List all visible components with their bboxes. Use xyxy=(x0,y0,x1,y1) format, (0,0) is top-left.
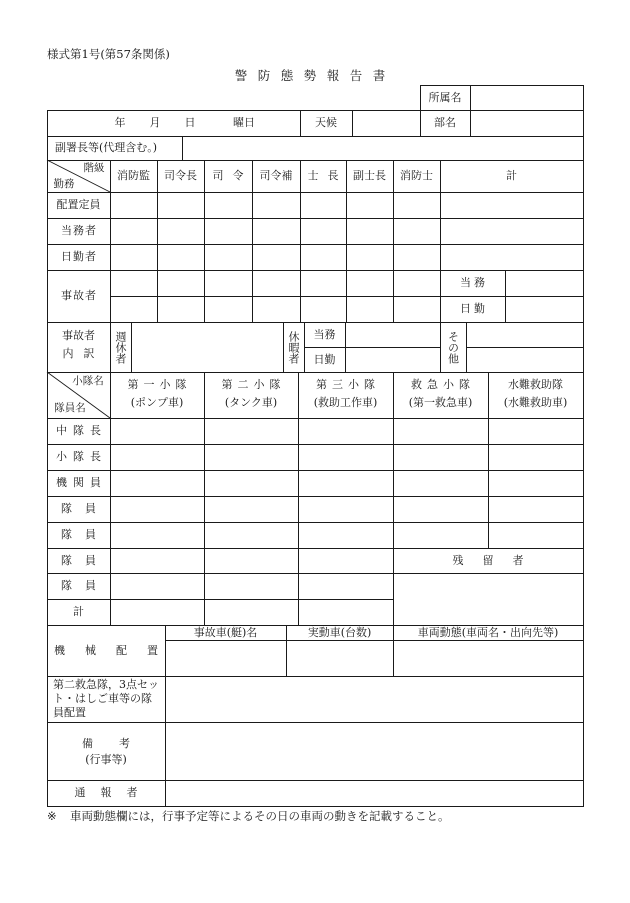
rank-header-3: 司令補 xyxy=(259,169,293,183)
other-label: その他 xyxy=(446,330,460,364)
squad-name-3: 救急小隊 xyxy=(411,377,475,391)
form-title: 警防態勢報告書 xyxy=(234,67,396,83)
weather-label: 天候 xyxy=(315,116,337,130)
rank-count-cell xyxy=(300,192,346,218)
machinery-column-movement: 車両動態(車両名・出向先等) xyxy=(417,625,559,639)
squad-member-cell xyxy=(393,444,488,470)
rank-count-cell xyxy=(110,192,157,218)
active-vehicle-value-field xyxy=(286,640,393,676)
date-weekday-label: 曜日 xyxy=(233,116,255,130)
reporter-value-field xyxy=(165,780,583,806)
machinery-label: 機械配置 xyxy=(54,643,178,657)
rank-header-5: 副士長 xyxy=(353,169,386,183)
squad-member-cell xyxy=(488,496,583,522)
squad-member-cell xyxy=(110,444,204,470)
squad-row-label-7: 計 xyxy=(73,605,84,619)
rank-total-cell xyxy=(440,244,583,270)
squad-member-cell xyxy=(204,573,298,599)
leave-on-duty-label: 当務 xyxy=(313,327,336,341)
rank-header-0: 消防監 xyxy=(117,169,150,183)
rank-count-cell xyxy=(300,218,346,244)
squad-row-label-5: 隊員 xyxy=(61,553,109,567)
second-ambulance-label: 第二救急隊，3点セット・はしご車等の隊員配置 xyxy=(53,677,159,720)
squad-name-0: 第一小隊 xyxy=(127,377,192,391)
squad-member-cell xyxy=(488,522,583,548)
squad-member-cell xyxy=(110,599,204,625)
remarks-value-field xyxy=(165,722,583,780)
squad-vehicle-4: (水難救助車) xyxy=(503,395,568,409)
remarks-sublabel: (行事等) xyxy=(85,753,127,767)
accident-row-label: 事故者 xyxy=(61,289,97,303)
rank-count-cell xyxy=(157,296,204,322)
rank-count-cell xyxy=(300,296,346,322)
rank-total-cell xyxy=(440,218,583,244)
department-value-field xyxy=(470,110,583,136)
note-text: 車両動態欄には，行事予定等によるその日の車両の動きを記載すること。 xyxy=(70,809,450,824)
rank-count-cell xyxy=(252,296,300,322)
squad-member-cell xyxy=(298,418,393,444)
squad-member-cell xyxy=(393,470,488,496)
weekly-off-label: 週休者 xyxy=(114,330,127,364)
squad-member-cell xyxy=(110,496,204,522)
leave-count-cell xyxy=(345,322,440,347)
date-month-label: 月 xyxy=(149,116,161,130)
squad-member-cell xyxy=(204,418,298,444)
rank-count-cell xyxy=(204,218,252,244)
squad-member-cell xyxy=(298,599,393,625)
leave-label: 休暇者 xyxy=(287,330,300,364)
squad-member-cell xyxy=(488,418,583,444)
vehicle-movement-value-field xyxy=(393,640,583,676)
squad-vehicle-3: (第一救急車) xyxy=(408,395,473,409)
rank-count-cell xyxy=(204,296,252,322)
squad-vehicle-0: (ポンプ車) xyxy=(130,395,184,409)
machinery-column-accident: 事故車(艇)名 xyxy=(193,625,258,639)
rank-count-cell xyxy=(157,244,204,270)
squad-member-cell xyxy=(110,470,204,496)
squad-member-cell xyxy=(204,496,298,522)
reporter-label: 通報者 xyxy=(74,786,153,800)
rank-count-cell xyxy=(157,218,204,244)
remarks-label: 備考 xyxy=(82,737,156,751)
squad-row-label-1: 小隊長 xyxy=(56,450,107,464)
rank-count-cell xyxy=(110,296,157,322)
rank-count-cell xyxy=(252,270,300,296)
squad-member-cell xyxy=(298,470,393,496)
note-mark: ※ xyxy=(47,809,57,824)
rank-corner-top: 階級 xyxy=(83,161,105,174)
rank-header-1: 司令長 xyxy=(164,169,197,183)
squad-member-cell xyxy=(204,470,298,496)
rank-count-cell xyxy=(252,244,300,270)
breakdown-label-line1: 事故者 xyxy=(62,329,95,343)
affiliation-value-field xyxy=(470,85,583,110)
rank-header-6: 消防士 xyxy=(400,169,433,183)
squad-member-cell xyxy=(393,496,488,522)
rank-count-cell xyxy=(393,270,440,296)
accident-day-duty-label: 日勤 xyxy=(460,302,488,316)
squad-member-cell xyxy=(298,573,393,599)
breakdown-label-line2: 内訳 xyxy=(62,347,105,361)
rank-total-header: 計 xyxy=(506,169,517,183)
rank-count-cell xyxy=(110,270,157,296)
deputy-value-field xyxy=(182,136,583,160)
rank-count-cell xyxy=(110,218,157,244)
deputy-label: 副署長等(代理含む。) xyxy=(55,141,158,155)
rank-count-cell xyxy=(346,296,393,322)
remaining-label: 残留者 xyxy=(452,553,543,567)
squad-member-cell xyxy=(298,444,393,470)
squad-member-cell xyxy=(298,496,393,522)
squad-row-label-3: 隊員 xyxy=(61,502,109,516)
squad-member-cell xyxy=(110,418,204,444)
squad-row-label-2: 機関員 xyxy=(56,476,107,490)
rank-count-cell xyxy=(393,192,440,218)
rank-header-2: 司令 xyxy=(212,169,253,183)
rank-count-cell xyxy=(252,192,300,218)
squad-row-label-0: 中隊長 xyxy=(56,424,107,438)
rank-count-cell xyxy=(157,192,204,218)
accident-total-cell xyxy=(505,296,583,322)
squad-member-cell xyxy=(204,599,298,625)
rank-count-cell xyxy=(157,270,204,296)
rank-count-cell xyxy=(204,244,252,270)
rank-count-cell xyxy=(346,244,393,270)
squad-member-cell xyxy=(110,573,204,599)
remaining-value-field xyxy=(393,573,583,625)
rank-row-label-1: 当務者 xyxy=(61,224,97,238)
rank-row-label-0: 配置定員 xyxy=(56,198,101,212)
squad-name-1: 第二小隊 xyxy=(221,377,286,391)
rank-count-cell xyxy=(346,218,393,244)
date-day-label: 日 xyxy=(184,116,196,130)
squad-member-cell xyxy=(110,548,204,573)
squad-corner-top: 小隊名 xyxy=(72,375,104,388)
rank-count-cell xyxy=(204,192,252,218)
squad-member-cell xyxy=(204,444,298,470)
squad-vehicle-2: (救助工作車) xyxy=(313,395,378,409)
rank-count-cell xyxy=(300,270,346,296)
rank-count-cell xyxy=(393,218,440,244)
rank-count-cell xyxy=(110,244,157,270)
squad-row-label-6: 隊員 xyxy=(61,579,109,593)
squad-member-cell xyxy=(488,444,583,470)
squad-row-label-4: 隊員 xyxy=(61,528,109,542)
squad-name-4: 水難救助隊 xyxy=(508,377,563,391)
rank-count-cell xyxy=(393,244,440,270)
squad-member-cell xyxy=(204,522,298,548)
rank-row-label-2: 日勤者 xyxy=(61,250,97,264)
accident-total-cell xyxy=(505,270,583,296)
squad-vehicle-1: (タンク車) xyxy=(224,395,278,409)
rank-count-cell xyxy=(204,270,252,296)
squad-member-cell xyxy=(110,522,204,548)
rank-count-cell xyxy=(252,218,300,244)
weekly-off-value-field xyxy=(131,322,283,372)
squad-member-cell xyxy=(393,418,488,444)
department-label: 部名 xyxy=(434,116,456,130)
other-value-field xyxy=(466,322,583,372)
leave-count-cell xyxy=(345,347,440,372)
rank-count-cell xyxy=(346,270,393,296)
machinery-column-active: 実動車(台数) xyxy=(307,625,372,639)
form-number: 様式第1号(第57条関係) xyxy=(47,47,170,62)
date-year-label: 年 xyxy=(114,116,126,130)
second-ambulance-value-field xyxy=(165,676,583,722)
rank-count-cell xyxy=(393,296,440,322)
squad-name-2: 第三小隊 xyxy=(316,377,380,391)
accident-on-duty-label: 当務 xyxy=(460,276,488,290)
rank-count-cell xyxy=(346,192,393,218)
squad-member-cell xyxy=(488,470,583,496)
leave-day-duty-label: 日勤 xyxy=(313,352,336,366)
member-corner-bottom: 隊員名 xyxy=(54,402,86,415)
squad-member-cell xyxy=(298,548,393,573)
squad-member-cell xyxy=(393,522,488,548)
affiliation-label: 所属名 xyxy=(428,90,462,104)
accident-vehicle-value-field xyxy=(165,640,286,676)
weather-value-field xyxy=(352,110,420,136)
rank-header-4: 士長 xyxy=(307,169,348,183)
rank-total-cell xyxy=(440,192,583,218)
rank-count-cell xyxy=(300,244,346,270)
squad-member-cell xyxy=(204,548,298,573)
squad-member-cell xyxy=(298,522,393,548)
duty-corner-bottom: 勤務 xyxy=(53,177,75,190)
